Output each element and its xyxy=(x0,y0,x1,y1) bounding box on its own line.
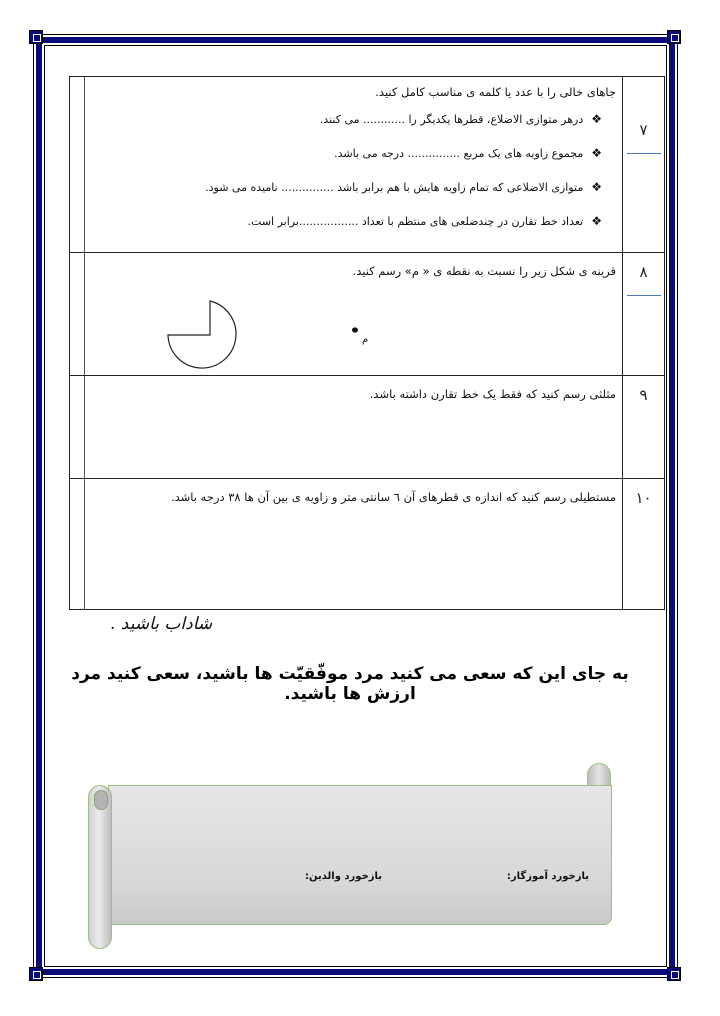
fill-blank-item: ❖درهر متوازی الاضلاع، قطرها یکدیگر را ............ می کنند. xyxy=(319,112,602,126)
number-column xyxy=(622,77,664,252)
three-quarter-circle-shape xyxy=(168,301,236,368)
score-column xyxy=(70,479,85,610)
bullet-diamond-icon: ❖ xyxy=(591,146,602,160)
number-column xyxy=(622,253,664,375)
question-body xyxy=(85,479,622,610)
question-number: ۱۰ xyxy=(635,489,652,507)
frame-corner-ornament xyxy=(29,30,43,44)
handwritten-note: شاداب باشید . xyxy=(110,614,213,634)
question-body xyxy=(85,77,622,252)
fill-blank-item: ❖مجموع زاویه های یک مربع ............... درجه می باشد. xyxy=(334,146,602,160)
question-title: جاهای خالی را با عدد یا کلمه ی مناسب کامل کنید. xyxy=(375,85,616,99)
score-column xyxy=(70,253,85,375)
score-column xyxy=(70,376,85,478)
symmetry-figure xyxy=(160,297,360,377)
score-line xyxy=(627,153,661,154)
feedback-scroll-banner xyxy=(84,760,616,952)
question-title: مثلثی رسم کنید که فقط یک خط تقارن داشته باشد. xyxy=(369,387,616,401)
fill-blank-item: ❖متوازی الاضلاعی که تمام زاویه هایش با هم برابر باشد ............... نامیده می شود. xyxy=(205,180,602,194)
number-column xyxy=(622,376,664,478)
question-row-9 xyxy=(70,375,664,478)
bullet-diamond-icon: ❖ xyxy=(591,180,602,194)
question-row-8 xyxy=(70,252,664,375)
parents-feedback-label: بازخورد والدین: xyxy=(305,871,383,882)
question-title: قرینه ی شکل زیر را نسبت به نقطه ی « م» رسم کنید. xyxy=(352,264,616,278)
frame-corner-ornament xyxy=(667,30,681,44)
question-row-10 xyxy=(70,478,664,610)
motivational-quote: به جای این که سعی می کنید مرد موفّقیّت ها باشید، سعی کنید مرد ارزش ها باشید. xyxy=(71,664,629,704)
number-column xyxy=(622,479,664,610)
question-body xyxy=(85,376,622,478)
scroll-roll-cap xyxy=(94,790,108,810)
bullet-diamond-icon: ❖ xyxy=(591,112,602,126)
fill-blank-item: ❖تعداد خط تقارن در چندضلعی های منتظم با تعداد .................برابر است. xyxy=(247,214,602,228)
point-label: م xyxy=(362,334,369,345)
questions-table xyxy=(69,76,665,610)
teacher-feedback-label: بازخورد آموزگار: xyxy=(506,871,589,882)
bullet-diamond-icon: ❖ xyxy=(591,214,602,228)
center-point-m xyxy=(352,327,358,332)
score-column xyxy=(70,77,85,252)
score-line xyxy=(627,295,661,296)
frame-corner-ornament xyxy=(667,967,681,981)
question-number: ۷ xyxy=(639,121,648,139)
question-title: مستطیلی رسم کنید که اندازه ی قطرهای آن ٦ سانتی متر و زاویه ی بین آن ها ۳۸ درجه باشد. xyxy=(170,490,616,504)
question-number: ۸ xyxy=(639,263,648,281)
question-number: ۹ xyxy=(639,386,648,404)
question-row-7 xyxy=(70,77,664,252)
frame-corner-ornament xyxy=(29,967,43,981)
scroll-body xyxy=(108,785,612,925)
